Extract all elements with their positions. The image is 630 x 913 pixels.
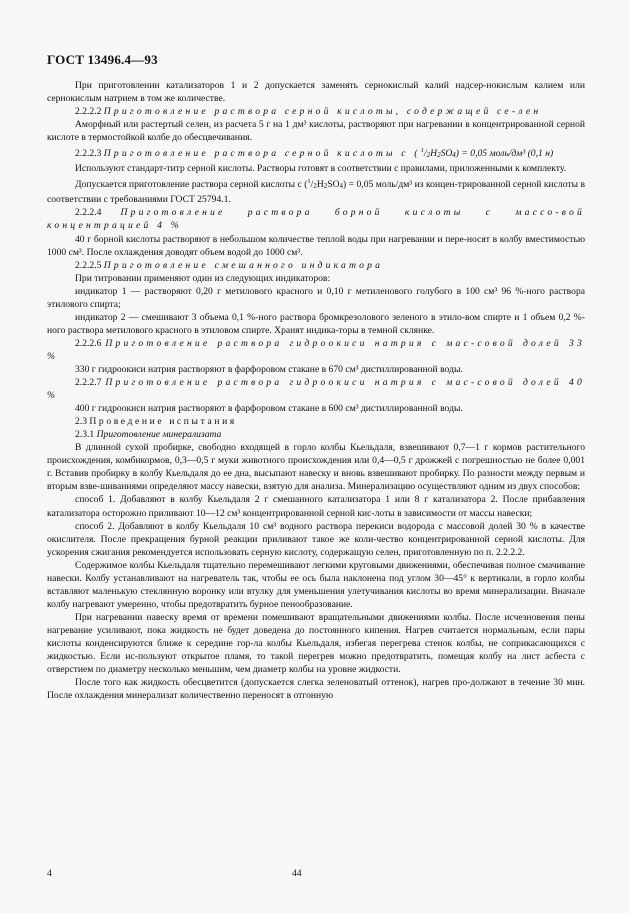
formula: $^1$/2H2SO4 — [307, 178, 344, 191]
section-heading-2-2-2-6 — [47, 337, 585, 363]
section-title: Приготовление раствора гидроокиси натрия с мас-совой долей 40 % — [47, 377, 585, 402]
document-body — [47, 79, 585, 702]
section-heading-2-2-2-2 — [47, 105, 585, 118]
section-number: 2.2.2.4 — [75, 207, 102, 219]
section-title: Приготовление раствора серной кислоты, содержащей се-лен — [103, 106, 542, 118]
section-number: 2.3.1 — [75, 429, 95, 441]
paragraph: индикатор 1 — растворяют 0,20 г метилового красного и 0,10 г метиленового голубого в 100 см³ 96 %-ного раствора этилового спирта; — [47, 285, 585, 310]
paragraph: После того как жидкость обесцветится (допускается слегка зеленоватый оттенок), нагрев про-должают в течение 30 мин. После охлаждения минерализат количественно переносят в отгонную — [47, 677, 585, 702]
section-heading-2-2-2-5 — [47, 259, 585, 272]
paragraph: В длинной сухой пробирке, свободно входящей в горло колбы Кьельдаля, взвешивают 0,7—1 г кормов растительного происхождения, комбикормов, 0,3—0,5 г муки животного происхождения или 0,4—0,5 г дрожжей с погрешностью не более 0,001 г. Вставив пробирку в колбу Кьельдаля до ее дна, высыпают навеску и вновь взвешивают пробирку. По разности между первым и вторым взве-шиваниями определяют массу навески, взятую для анализа. Минерализацию осуществляют одним из двух способов: — [47, 442, 585, 493]
section-title: Приготовление раствора серной кислоты с ( — [103, 148, 421, 160]
footer-left-number: 4 — [47, 868, 52, 879]
paragraph: способ 1. Добавляют в колбу Кьельдаля 2 г смешанного катализатора 1 или 8 г катализатора 2. После прибавления катализатора осторожно приливают 10—12 см³ концентрированной серной кис-лоты в зависимости от массы навески; — [47, 494, 585, 519]
paragraph: 40 г борной кислоты растворяют в небольшом количестве теплой воды при нагревании и пере-носят в колбу вместимостью 1000 см³. После охлаждения доводят объем водой до 1000 см³. — [47, 233, 585, 258]
section-number: 2.2.2.2 — [75, 106, 102, 118]
section-title-cont: = 0,05 моль/дм³ (0,1 н) — [461, 148, 554, 160]
paragraph: Содержимое колбы Кьельдаля тщательно перемешивают легкими круговыми движениями, обеспечивая полное смачивание навески. Колбу устанавливают на нагреватель так, чтобы ее ось была наклонена под углом 30—45° к вертикали, в горло колбы вставляют маленькую стеклянную воронку или втулку для уменьшения улетучивания кислоты во время минерализации. Вначале колбу нагревают умеренно, чтобы предотвратить бурное пенообразование. — [47, 559, 585, 610]
paragraph: способ 2. Добавляют в колбу Кьельдаля 10 см³ водного раствора перекиси водорода с массовой долей 30 % в качестве окислителя. После прекращения бурной реакции приливают такое же коли-чество концентрированной серной кислоты. Для ускорения сжигания рекомендуется использовать серную кислоту, содержащую селен, приготовленную по п. 2.2.2.2. — [47, 520, 585, 558]
section-heading-2-2-2-3 — [47, 144, 585, 162]
paragraph: Используют стандарт-титр серной кислоты. Растворы готовят в соответствии с правилами, приложенными к комплекту. — [75, 163, 567, 175]
paragraph: 400 г гидроокиси натрия растворяют в фарфоровом стакане в 600 см³ дистиллированной воды. — [75, 403, 463, 415]
section-title: Приготовление смешанного индикатора — [103, 259, 384, 271]
paragraph: Допускается приготовление раствора серной кислоты с ($^1$/2H2SO4) = 0,05 моль/дм³ из концен-трированной серной кислоты в соответствии с требованиями ГОСТ 25794.1. — [47, 178, 585, 206]
paragraph: индикатор 2 — смешивают 3 объема 0,1 %-ного раствора бромкрезолового зеленого в этило-вом спирте и 1 объем 0,2 %-ного раствора метилового красного в этиловом спирте. Хранят индика-торы в темной склянке. — [47, 311, 585, 336]
paragraph: При нагревании навеску время от времени помешивают вращательными движениями колбы. После исчезновения пены нагревание усиливают, пока жидкость не будет доведена до постоянного кипения. Нагрев считается нормальным, если пары кислоты конденсируются ближе к середине гор-ла колбы Кьельдаля, избегая перегрева стенок колбы, не соприкасающихся с жидкостью. Если ис-пользуют открытое пламя, то такой перегрев можно предотвратить, помещая колбу на лист асбеста с отверстием по диаметру несколько меньшим, чем диаметр колбы на уровне жидкости. — [47, 611, 585, 676]
paragraph: При титровании применяют один из следующих индикаторов: — [75, 272, 331, 284]
section-heading-2-3 — [47, 415, 585, 428]
section-heading-2-2-2-7 — [47, 376, 585, 402]
section-title: Приготовление минерализата — [96, 429, 222, 441]
section-number: 2.2.2.7 — [75, 377, 102, 389]
paragraph: Аморфный или растертый селен, из расчета 5 г на 1 дм³ кислоты, растворяют при нагревании в концентрированной серной кислоте в термостойкой колбе до обесцвечивания. — [47, 119, 585, 144]
formula: $^1$/2H2SO4) — [420, 147, 459, 160]
section-number: 2.2.2.5 — [75, 259, 102, 271]
section-heading-2-3-1 — [47, 428, 585, 441]
section-title: Проведение испытания — [89, 416, 237, 428]
document-header: ГОСТ 13496.4—93 — [47, 52, 158, 67]
section-title: Приготовление раствора гидроокиси натрия с мас-совой долей 33 % — [47, 337, 585, 362]
section-number: 2.3 — [75, 416, 87, 428]
page-number: 44 — [292, 868, 302, 879]
paragraph: 330 г гидроокиси натрия растворяют в фарфоровом стакане в 670 см³ дистиллированной воды. — [75, 363, 463, 375]
section-number: 2.2.2.3 — [75, 148, 102, 160]
section-number: 2.2.2.6 — [75, 337, 102, 349]
section-heading-2-2-2-4 — [47, 206, 585, 232]
paragraph: При приготовлении катализаторов 1 и 2 допускается заменять сернокислый калий надсер-нокислым калием или сернокислым натрием в том же количестве. — [47, 80, 585, 105]
section-title: Приготовление раствора борной кислоты с массо-вой концентрацией 4 % — [47, 207, 585, 232]
